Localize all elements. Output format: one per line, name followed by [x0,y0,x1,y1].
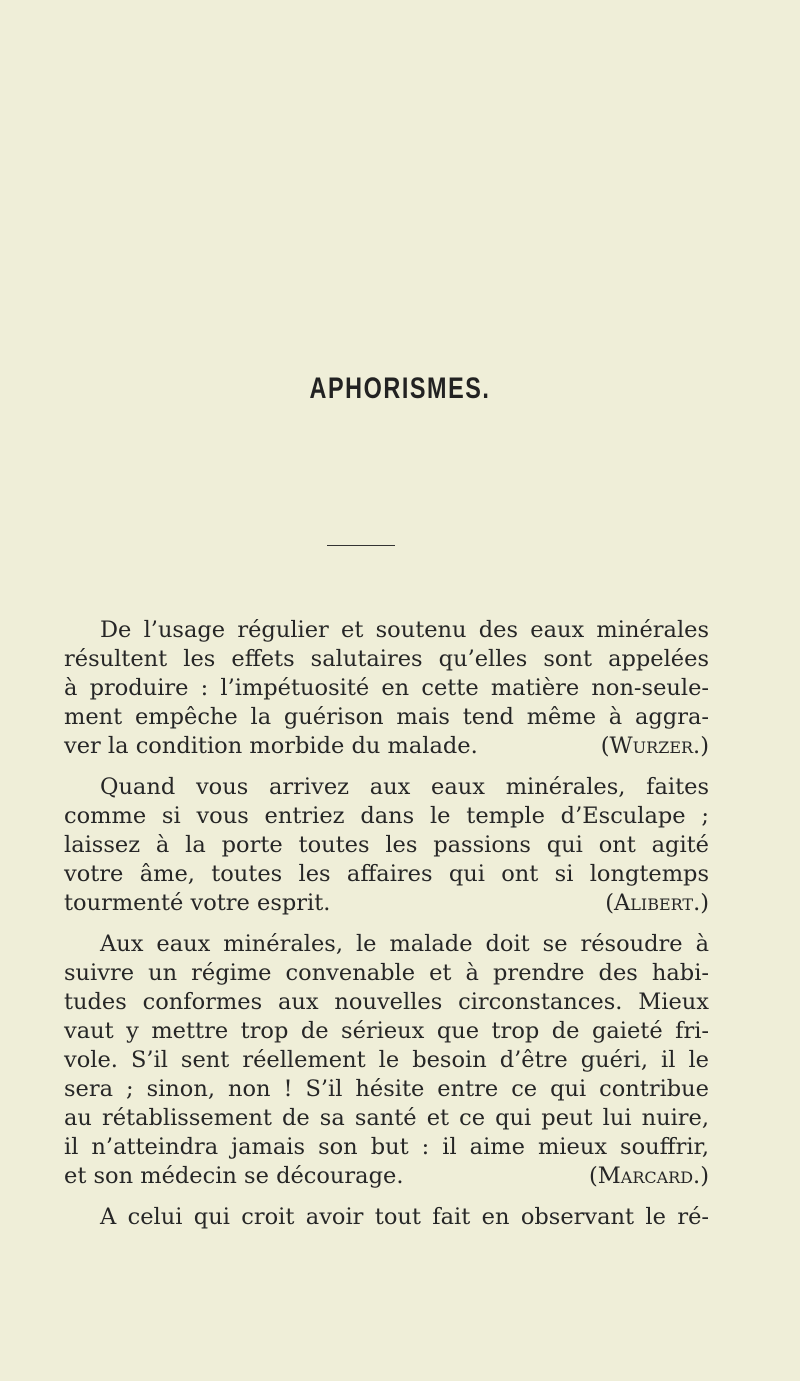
text-line: et son médecin se décourage. [64,1163,404,1189]
title-divider [327,545,395,546]
text-line: à produire : l’impétuosité en cette matière non-seule- [64,675,709,701]
text-line: comme si vous entriez dans le temple d’Esculape ; [64,803,709,829]
text-line: résultent les effets salutaires qu’elles sont appelées [64,646,709,672]
text-line: Quand vous arrivez aux eaux minérales, faites [100,774,709,800]
text-line: Aux eaux minérales, le malade doit se résoudre à [100,931,709,957]
text-line: vaut y mettre trop de sérieux que trop de gaieté fri- [64,1018,709,1044]
signature-line [64,889,709,918]
signature-line [64,732,709,761]
text-line: A celui qui croit avoir tout fait en observant le ré- [100,1204,709,1230]
author-citation: (Alibert.) [605,890,709,916]
text-line: tourmenté votre esprit. [64,890,331,916]
text-line: votre âme, toutes les affaires qui ont si longtemps [64,861,709,887]
text-line: ver la condition morbide du malade. [64,733,478,759]
text-line: il n’atteindra jamais son but : il aime mieux souffrir, [64,1134,709,1160]
text-line: vole. S’il sent réellement le besoin d’être guéri, il le [64,1047,709,1073]
text-line: au rétablissement de sa santé et ce qui peut lui nuire, [64,1105,709,1131]
aphorism-1 [64,616,709,761]
aphorism-4 [64,1203,709,1232]
page-body [64,616,709,1244]
author-citation: (Marcard.) [588,1163,709,1189]
text-line: tudes conformes aux nouvelles circonstances. Mieux [64,989,709,1015]
signature-line [64,1162,709,1191]
aphorism-2 [64,773,709,918]
author-citation: (Wurzer.) [600,733,709,759]
text-line: ment empêche la guérison mais tend même à aggra- [64,704,709,730]
text-line: suivre un régime convenable et à prendre des habi- [64,960,709,986]
aphorism-3 [64,930,709,1191]
page-title: APHORISMES. [309,372,491,405]
text-line: laissez à la porte toutes les passions qui ont agité [64,832,709,858]
text-line: sera ; sinon, non ! S’il hésite entre ce qui contribue [64,1076,709,1102]
text-line: De l’usage régulier et soutenu des eaux minérales [100,617,709,643]
